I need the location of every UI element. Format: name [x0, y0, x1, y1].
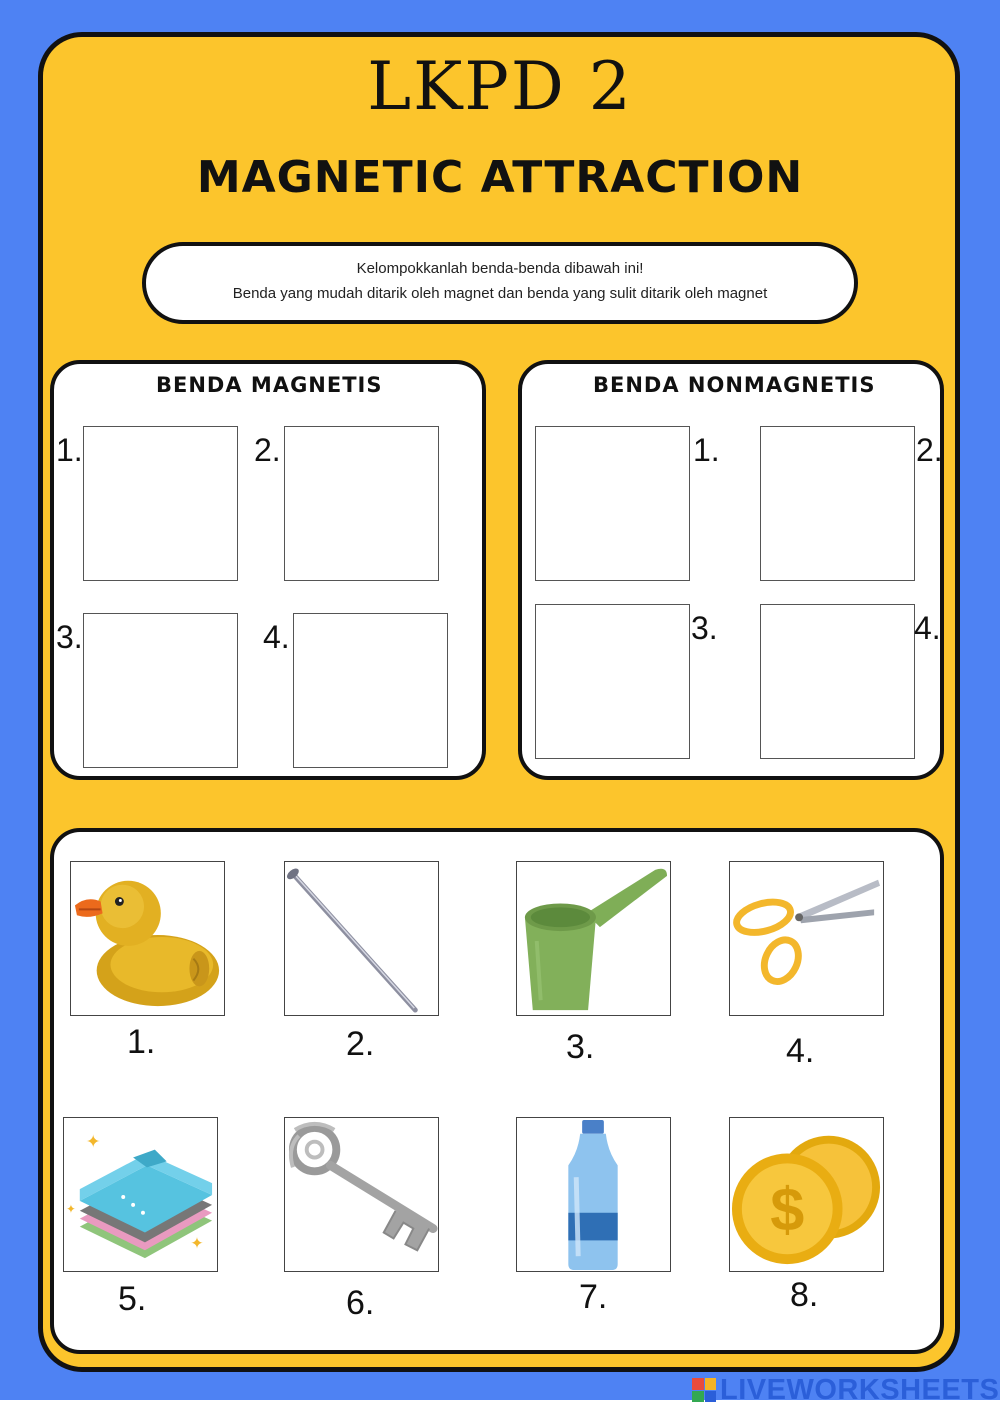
nonmagnetic-number-4: 4.: [914, 610, 941, 646]
magnetic-panel-title: BENDA MAGNETIS: [156, 373, 383, 397]
instructions-box: [142, 242, 858, 324]
liveworksheets-brand[interactable]: [692, 1374, 999, 1406]
magnetic-number-3: 3.: [56, 619, 83, 655]
nonmagnetic-number-1: 1.: [693, 432, 720, 468]
item-label-1: 1.: [127, 1023, 156, 1061]
nonmagnetic-number-3: 3.: [691, 610, 718, 646]
plastic-dipper-icon[interactable]: [516, 861, 671, 1016]
svg-text:$: $: [770, 1175, 805, 1244]
item-label-4: 4.: [786, 1032, 815, 1070]
nonmagnetic-drop-slot-1[interactable]: [535, 426, 690, 581]
magnetic-drop-slot-2[interactable]: [284, 426, 439, 581]
item-label-3: 3.: [566, 1028, 595, 1066]
svg-text:✦: ✦: [65, 1201, 76, 1216]
item-label-7: 7.: [579, 1278, 608, 1316]
nonmagnetic-drop-slot-4[interactable]: [760, 604, 915, 759]
coins-icon[interactable]: [729, 1117, 884, 1272]
key-icon[interactable]: [284, 1117, 439, 1272]
rubber-duck-icon[interactable]: [70, 861, 225, 1016]
magnetic-number-4: 4.: [263, 619, 290, 655]
item-label-5: 5.: [118, 1280, 147, 1318]
item-label-2: 2.: [346, 1025, 375, 1063]
svg-text:✦: ✦: [85, 1132, 101, 1153]
magnetic-number-2: 2.: [254, 432, 281, 468]
brand-name: LIVEWORKSHEETS: [720, 1373, 1000, 1406]
page-subtitle: MAGNETIC ATTRACTION: [196, 152, 804, 203]
nonmagnetic-number-2: 2.: [916, 432, 943, 468]
magnetic-number-1: 1.: [56, 432, 83, 468]
liveworksheets-logo-icon: [692, 1378, 716, 1402]
magnetic-drop-slot-3[interactable]: [83, 613, 238, 768]
page-title: LKPD 2: [367, 48, 633, 125]
item-label-8: 8.: [790, 1276, 819, 1314]
folded-clothes-icon[interactable]: [63, 1117, 218, 1272]
magnetic-drop-slot-1[interactable]: [83, 426, 238, 581]
plastic-bottle-icon[interactable]: [516, 1117, 671, 1272]
nonmagnetic-drop-slot-3[interactable]: [535, 604, 690, 759]
svg-text:✦: ✦: [190, 1233, 204, 1253]
scissors-icon[interactable]: [729, 861, 884, 1016]
instruction-line-2: Benda yang mudah ditarik oleh magnet dan benda yang sulit ditarik oleh magnet: [232, 285, 768, 302]
nail-icon[interactable]: [284, 861, 439, 1016]
magnetic-drop-slot-4[interactable]: [293, 613, 448, 768]
nonmagnetic-panel-title: BENDA NONMAGNETIS: [593, 373, 876, 397]
instruction-line-1: Kelompokkanlah benda-benda dibawah ini!: [356, 260, 644, 277]
nonmagnetic-drop-slot-2[interactable]: [760, 426, 915, 581]
item-label-6: 6.: [346, 1284, 375, 1322]
